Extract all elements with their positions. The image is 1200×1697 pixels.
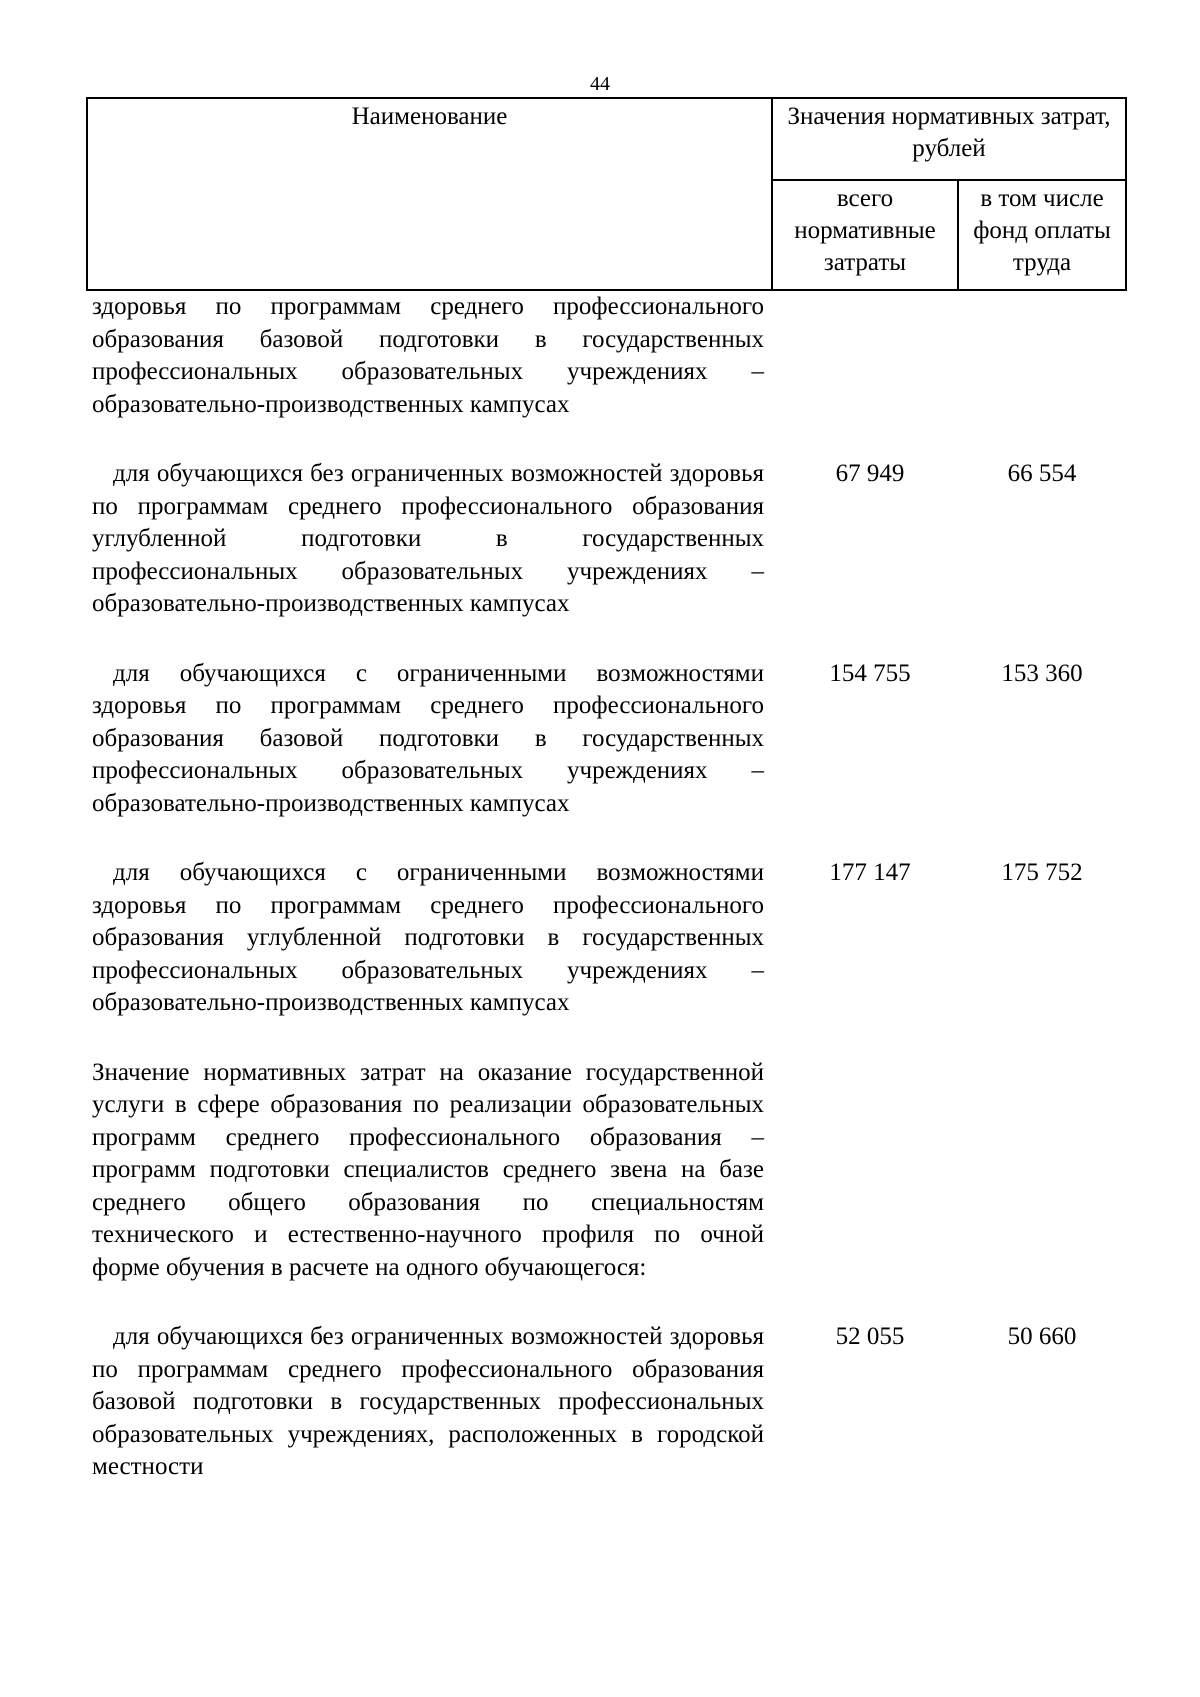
row-name: для обучающихся с ограниченными возможностями здоровья по программам среднего профессионального образования базовой подготовки в государственных профессиональных образовательных учреждениях – образовательно-производственных кампусах — [92, 659, 764, 817]
row-total-value: 177 147 — [829, 859, 911, 886]
row-fot-value: 50 660 — [1007, 1323, 1077, 1350]
header-total-column: всего нормативные затраты — [773, 181, 959, 289]
header-name-column: Наименование — [88, 99, 773, 289]
row-fot-value: 66 554 — [1007, 460, 1077, 487]
row-name: для обучающихся без ограниченных возможностей здоровья по программам среднего профессионального образования углубленной подготовки в государственных профессиональных образовательных учреждениях – образовательно-производственных кампусах — [92, 460, 764, 617]
row-name: Значение нормативных затрат на оказание государственной услуги в сфере образования по реализации образовательных программ среднего профессионального образования – программ подготовки специалистов среднего звена на базе среднего общего образования по специальностям технического и естественно-научного профиля по очной форме обучения в расчете на одного обучающегося: — [92, 1058, 764, 1281]
row-fot-value: 175 752 — [1001, 859, 1083, 886]
row-name: для обучающихся без ограниченных возможностей здоровья по программам среднего профессионального образования базовой подготовки в государственных профессиональных образовательных учреждениях, расположенных в городской местности — [92, 1323, 764, 1480]
header-fot-column: в том числе фонд оплаты труда — [973, 185, 1111, 276]
table-row — [92, 458, 1132, 621]
row-total-value: 52 055 — [835, 1323, 905, 1350]
table-row — [92, 1321, 1132, 1484]
table-row — [92, 658, 1132, 821]
row-name: для обучающихся с ограниченными возможностями здоровья по программам среднего профессионального образования углубленной подготовки в государственных профессиональных образовательных учреждениях – образовательно-производственных кампусах — [92, 859, 764, 1016]
header-values-column: Значения нормативных затрат, рублей — [773, 99, 1125, 181]
table-header — [86, 97, 1127, 291]
table-row — [92, 857, 1132, 1020]
row-total-value: 154 755 — [829, 659, 911, 687]
row-name: здоровья по программам среднего профессионального образования базовой подготовки в государственных профессиональных образовательных учреждениях – образовательно-производственных кампусах — [92, 293, 764, 418]
table-row — [92, 1057, 1132, 1285]
table-row — [92, 291, 1132, 421]
table-body — [92, 291, 1132, 1484]
page-number: 44 — [590, 73, 610, 95]
row-total-value: 67 949 — [835, 460, 905, 487]
row-fot-value: 153 360 — [1001, 659, 1083, 687]
